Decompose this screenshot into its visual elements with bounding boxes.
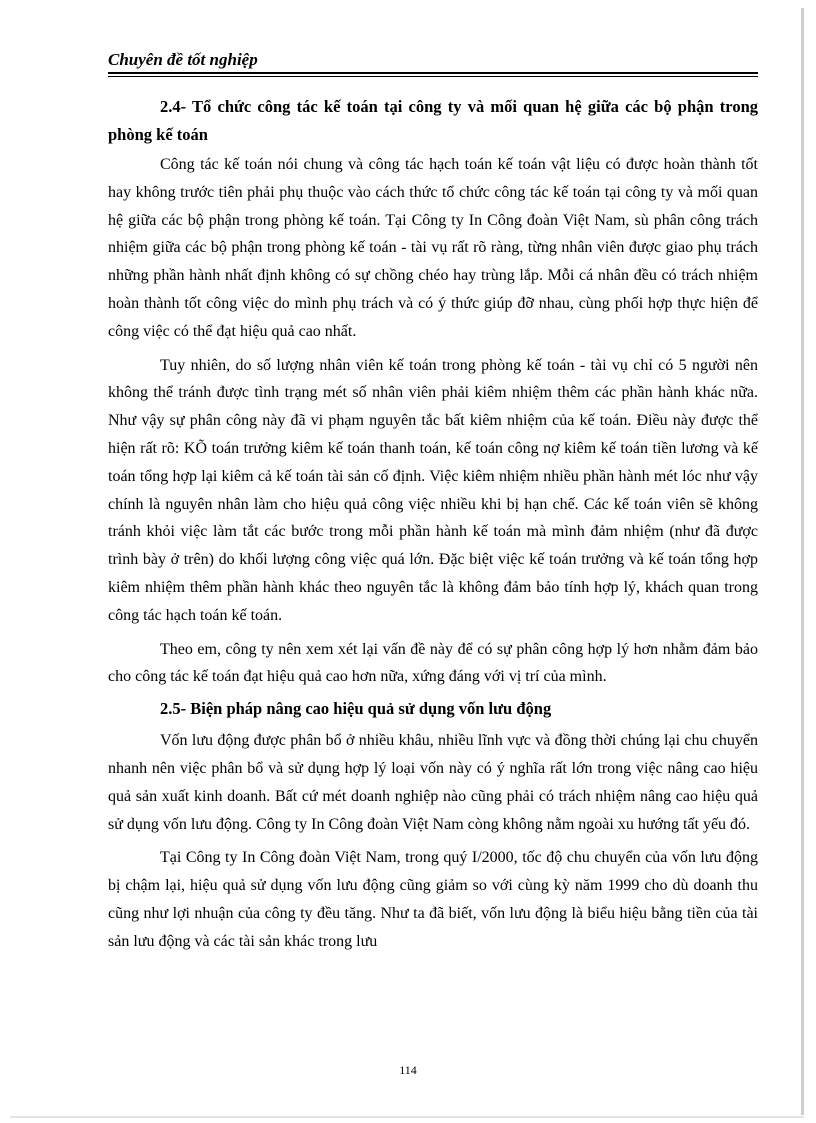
document-body [108, 93, 758, 956]
paragraph: Theo em, công ty nên xem xét lại vấn đề này để có sự phân công hợp lý hơn nhằm đảm bảo cho công tác kế toán đạt hiệu quả cao hơn nữa, xứng đáng với vị trí của mình. [108, 640, 758, 686]
header-rule-thin [108, 76, 758, 77]
page-shadow-bottom [10, 1116, 804, 1118]
paragraph: Tuy nhiên, do số lượng nhân viên kế toán trong phòng kế toán - tài vụ chỉ có 5 người nên không thể tránh được tình trạng mét số nhân viên phải kiêm nhiệm thêm các phần hành khác nữa. Như vậy sự phân công này đã vi phạm nguyên tắc bất kiêm nhiệm của kế toán. Điều này được thể hiện rất rõ: KÕ toán trưởng kiêm kế toán thanh toán, kế toán công nợ kiêm kế toán tiền lương và kế toán tổng hợp lại kiêm cả kế toán tài sản cố định. Việc kiêm nhiệm nhiều phần hành mét lóc như vậy chính là nguyên nhân làm cho hiệu quả công việc nhiều khi bị hạn chế. Các kế toán viên sẽ không tránh khỏi việc làm tắt các bước trong mỗi phần hành kế toán mà mình đảm nhiệm (như đã được trình bày ở trên) do khối lượng công việc quá lớn. Đặc biệt việc kế toán trưởng và kế toán tổng hợp kiêm nhiệm thêm phần hành khác theo nguyên tắc là không đảm bảo tính hợp lý, khách quan trong công tác hạch toán kế toán. [108, 356, 758, 624]
header-title: Chuyên đề tốt nghiệp [108, 50, 258, 69]
page-shadow-right [801, 8, 804, 1115]
section-heading-2-4: 2.4- Tổ chức công tác kế toán tại công ty và mối quan hệ giữa các bộ phận trong phòng kế toán [108, 97, 758, 144]
header-rule [108, 72, 758, 74]
page-header [108, 50, 758, 70]
paragraph: Công tác kế toán nói chung và công tác hạch toán kế toán vật liệu có được hoàn thành tốt hay không trước tiên phải phụ thuộc vào cách thức tổ chức công tác kế toán tại công ty và mối quan hệ giữa các bộ phận trong phòng kế toán. Tại Công ty In Công đoàn Việt Nam, sù phân công trách nhiệm giữa các bộ phận trong phòng kế toán - tài vụ rất rõ ràng, từng nhân viên được giao phụ trách những phần hành nhất định không có sự chồng chéo hay trùng lắp. Mỗi cá nhân đều có trách nhiệm hoàn thành tốt công việc do mình phụ trách và có ý thức giúp đỡ nhau, cùng phối hợp thực hiện để công việc có thể đạt hiệu quả cao nhất. [108, 156, 758, 340]
section-heading-2-5: 2.5- Biện pháp nâng cao hiệu quả sử dụng vốn lưu động [160, 699, 552, 719]
paragraph: Vốn lưu động được phân bổ ở nhiều khâu, nhiều lĩnh vực và đồng thời chúng lại chu chuyển nhanh nên việc phân bổ và sử dụng hợp lý loại vốn này có ý nghĩa rất lớn trong việc nâng cao hiệu quả sản xuất kinh doanh. Bất cứ mét doanh nghiệp nào cũng phải có trách nhiệm nâng cao hiệu quả sử dụng vốn lưu động. Công ty In Công đoàn Việt Nam còng không nằm ngoài xu hướng tất yếu đó. [108, 732, 758, 833]
page-number: 114 [399, 1063, 417, 1077]
paragraph: Tại Công ty In Công đoàn Việt Nam, trong quý I/2000, tốc độ chu chuyển của vốn lưu động bị chậm lại, hiệu quả sử dụng vốn lưu động cũng giảm so với cùng kỳ năm 1999 cho dù doanh thu cũng như lợi nhuận của công ty đều tăng. Như ta đã biết, vốn lưu động là biểu hiệu bằng tiền của tài sản lưu động và các tài sản khác trong lưu [108, 849, 758, 950]
